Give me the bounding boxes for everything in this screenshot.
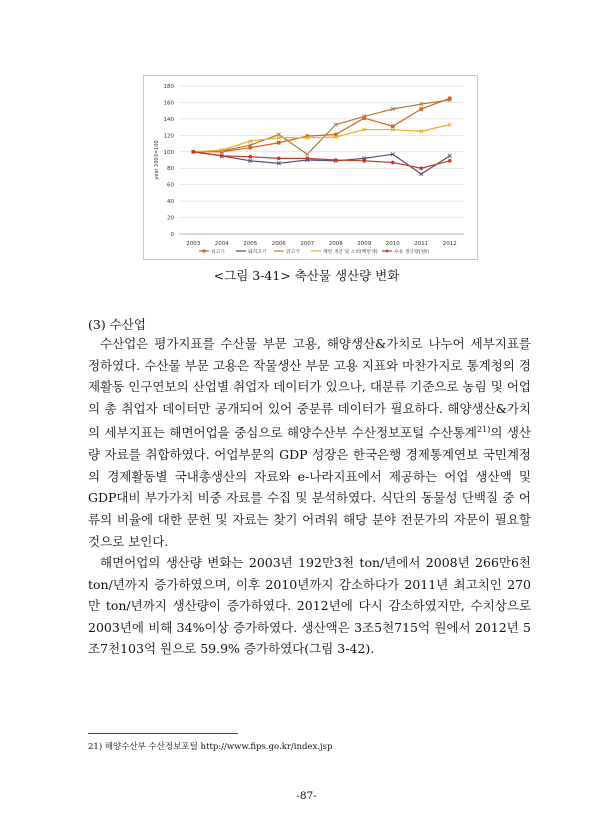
data-point [419, 107, 423, 111]
legend-marker [386, 250, 389, 253]
y-tick-label: 120 [163, 133, 174, 140]
data-point [305, 157, 309, 161]
y-axis-label: year 2003=100 [154, 140, 160, 180]
y-tick-label: 20 [167, 215, 174, 222]
legend-label: 닭고기 [286, 250, 300, 255]
series-line [193, 152, 450, 174]
legend-label: 우유 생산량(천t) [394, 250, 429, 255]
legend-label: 계란 생산 및 소비(백만개) [323, 250, 378, 255]
paragraph-1 [88, 333, 531, 552]
series-line [193, 100, 450, 154]
y-tick-label: 40 [167, 199, 174, 206]
data-point [419, 166, 423, 170]
legend-label: 돼지고기 [248, 250, 267, 255]
legend-label: 쇠고기 [211, 250, 225, 255]
footnote-reference: 21) [477, 425, 491, 435]
y-tick-label: 100 [163, 149, 174, 156]
x-tick-label: 2006 [271, 241, 286, 247]
data-point [305, 152, 309, 156]
data-point [448, 159, 452, 163]
x-tick-label: 2008 [328, 241, 343, 247]
y-tick-label: 160 [163, 100, 174, 107]
data-point [191, 150, 195, 154]
y-tick-label: 140 [163, 116, 174, 123]
page-number: -87- [296, 790, 317, 802]
data-point [220, 154, 224, 158]
data-point [419, 172, 423, 176]
data-point [448, 154, 452, 158]
data-point [277, 157, 281, 161]
x-tick-label: 2012 [442, 241, 457, 247]
footnote: 21) 해양수산부 수산정보포털 http://www.fips.go.kr/index.jsp [88, 742, 333, 752]
y-tick-label: 0 [170, 232, 174, 238]
data-point [334, 158, 338, 162]
paragraph-2: 해면어업의 생산량 변화는 2003년 192만3천 ton/년에서 2008년 266만6천 ton/년까지 증가하였으며, 이후 2010년까지 감소하다가 2011년 최고치인 270만 ton/년까지 생산량이 증가하였다. 2012년에 다시 감소하였지만, 수치상으로 2003년에 비해 34%이상 증가하였다. 생산액은 3조5천715억 원에서 2012년 5조7천103억 원으로 59.9% 증가하였다(그림 3-42). [88, 555, 531, 657]
y-tick-label: 80 [167, 166, 174, 173]
paragraph-1-continued: 의 생산량 자료를 취합하였다. 어업부문의 GDP 성장은 한국은행 경제통계연보 국민계정의 경제활동별 국내총생산의 자료와 e-나라지표에서 제공하는 어업 생산액 및 GDP대비 부가가치 비중 자료를 수집 및 분석하였다. 식단의 동물성 단백질 중 어류의 비율에 대한 문헌 및 자료는 찾기 어려워 해당 분야 전문가의 자문이 필요할 것으로 보인다. [88, 425, 531, 549]
series-line [193, 125, 450, 152]
data-point [248, 155, 252, 159]
chart-container [143, 75, 478, 260]
x-tick-label: 2004 [214, 241, 229, 247]
legend-marker [203, 250, 206, 253]
body-text [88, 333, 531, 660]
section-heading: (3) 수산업 [88, 317, 146, 332]
line-chart [144, 76, 477, 259]
footnote-divider [88, 733, 238, 734]
paragraph-1-text: 수산업은 평가지표를 수산물 부문 고용, 해양생산&가치로 나누어 세부지표를 정하였다. 수산물 부문 고용은 작물생산 부문 고용 지표와 마찬가지로 통계청의 경제활동 인구연보의 산업별 취업자 데이터가 있으나, 대분류 기준으로 농림 및 어업의 총 취업자 데이터만 공개되어 있어 중분류 데이터가 필요하다. 해양생산&가치의 세부지표는 해면어업을 중심으로 해양수산부 수산정보포털 수산통계 [88, 336, 531, 441]
data-point [362, 159, 366, 163]
data-point [277, 141, 281, 145]
y-tick-label: 180 [163, 84, 174, 90]
x-tick-label: 2005 [243, 241, 258, 247]
x-tick-label: 2009 [357, 241, 372, 247]
x-tick-label: 2011 [414, 241, 429, 247]
data-point [391, 124, 395, 128]
x-tick-label: 2010 [385, 241, 400, 247]
data-point [391, 161, 395, 165]
y-tick-label: 60 [167, 182, 174, 189]
x-tick-label: 2003 [186, 241, 201, 247]
figure-caption: <그림 3-41> 축산물 생산량 변화 [213, 268, 400, 283]
x-tick-label: 2007 [300, 241, 315, 247]
